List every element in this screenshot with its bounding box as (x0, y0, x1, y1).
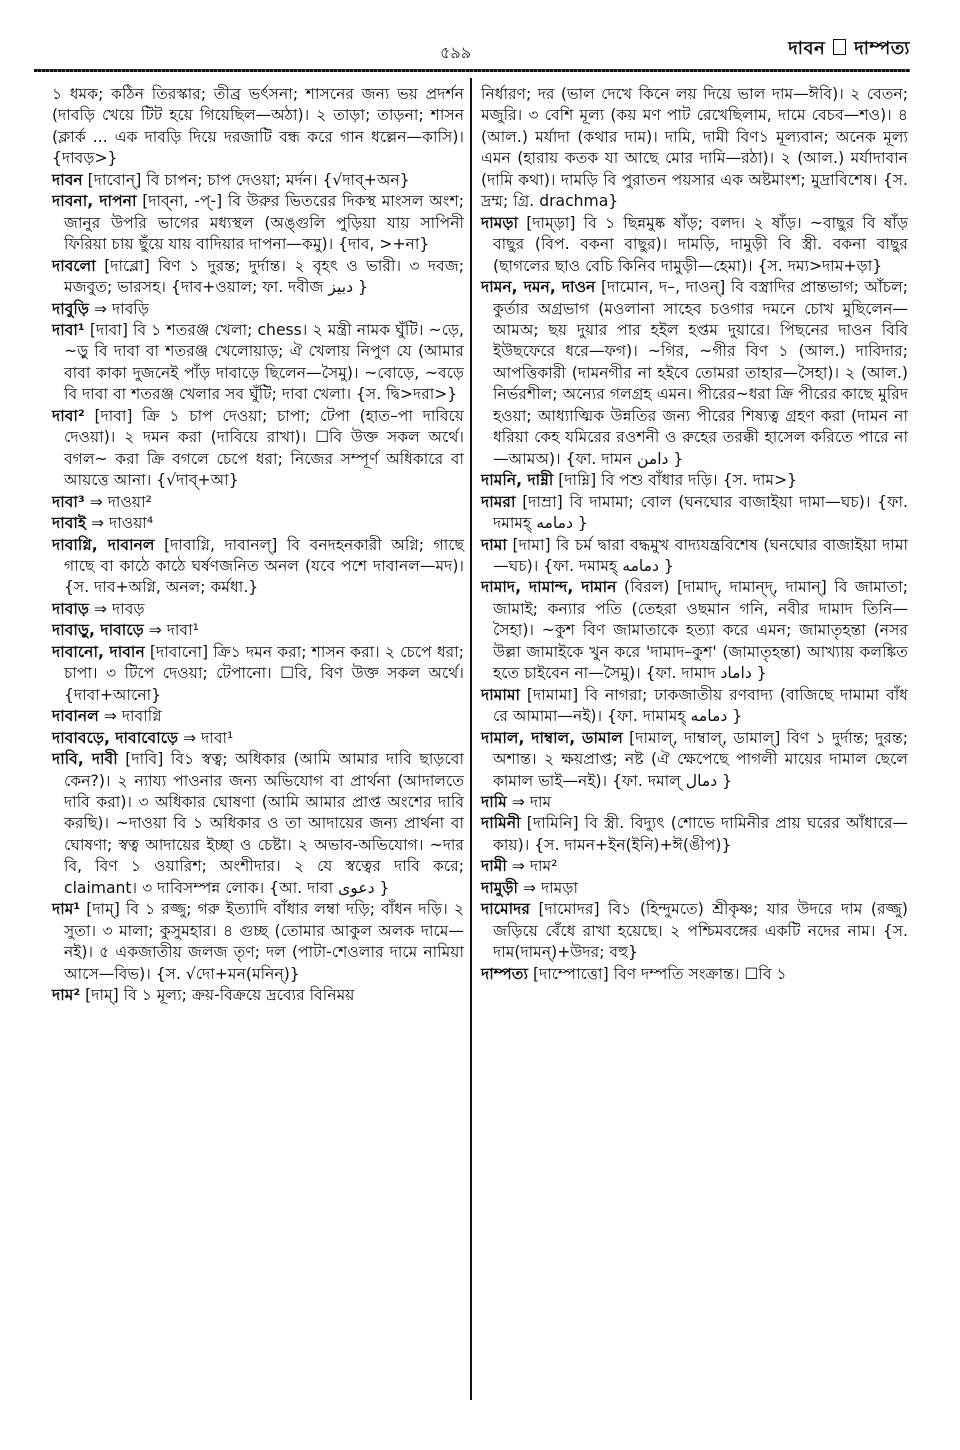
header-rule (34, 69, 910, 72)
entry-definition: ⇒ দামড়া (522, 878, 578, 897)
entry-headword: দাবাবড়ে, দাবাবোড়ে (52, 728, 179, 747)
entry-headword: দামোদর (481, 900, 530, 919)
entry-headword: দামা (481, 535, 507, 554)
dictionary-entry (481, 213, 908, 277)
entry-definition: ⇒ দাবা¹ (183, 728, 234, 747)
running-head (788, 34, 910, 65)
entry-definition: [দাবা] ক্রি ১ চাপ দেওয়া; চাপা; টেপা (হাত–পা দাবিয়ে দেওয়া)। ২ দমন করা (দাবিয়ে রাখা)। ☐বি উক্ত সকল অর্থে। বগল~ করা ক্রি বগলে চেপে ধরা; নিজের সম্পূর্ণ অধিকারে বা আয়ত্তে আনা। {√দাব্+আ} (64, 406, 464, 490)
entry-definition: [দাব্না, -প্-] বি উরুর ভিতরের দিকস্থ মাংসল অংশ; জানুর উপরি ভাগের মধ্যস্থল (অঙ্গুলি পুড়িয়া যায় সাপিনী ফিরিয়া চায় ছুঁয়ে যায় বাদিয়ার দাপনা—কমু)। {দাব, >+না} (64, 192, 464, 254)
entry-headword: দামাদ, দামান্দ, দামান (481, 578, 617, 597)
entry-definition: ⇒ দাবড়ি (93, 299, 149, 318)
entry-definition: [দামামা] বি নাগরা; ঢাকজাতীয় রণবাদ্য (বাজিছে দামামা বাঁধ রে আমামা—নই)। {ফা. দামামহ্ دمامه } (493, 685, 908, 726)
entry-headword: দাবাগ্নি, দাবানল (52, 535, 155, 554)
dictionary-entry (52, 406, 464, 492)
dictionary-entry (52, 535, 464, 599)
dictionary-entry (52, 620, 464, 641)
dictionary-entry (52, 84, 464, 170)
dictionary-entry (52, 191, 464, 255)
entry-headword: দাবানো, দাবান (52, 642, 145, 661)
entry-definition: ⇒ দাবাগ্নি (103, 707, 162, 726)
dictionary-entry (481, 84, 908, 213)
dictionary-entry (52, 599, 464, 620)
dictionary-entry (52, 642, 464, 706)
entry-definition: [দাম্ড়া] বি ১ ছিন্নমুষ্ক ষাঁড়; বলদ। ২ ষাঁড়। ~বাছুর বি ষাঁড় বাছুর (বিপ. বকনা বাছুর)। দামড়ি, দামুড়ী বি স্ত্রী. বকনা বাছুর (ছাগলের ছাও বেচি কিনিব দামুড়ী—হেমা)। {স. দম্য>দাম+ড়া} (493, 213, 908, 275)
dictionary-entry (52, 899, 464, 985)
dictionary-entry (481, 577, 908, 684)
dictionary-entry (481, 685, 908, 728)
entry-definition: ⇒ দাম² (511, 857, 558, 876)
dictionary-entry (52, 320, 464, 406)
dictionary-entry (481, 792, 908, 813)
entry-definition: ⇒ দাবড় (94, 599, 145, 618)
entry-definition: [দাবোন্] বি চাপন; চাপ দেওয়া; মর্দন। {√দাব্+অন} (87, 170, 410, 189)
dictionary-entry (481, 856, 908, 877)
dictionary-entry (481, 728, 908, 792)
dictionary-entry (52, 256, 464, 299)
entry-headword: দাবা² (52, 406, 85, 425)
entry-headword: দামুড়ী (481, 878, 518, 897)
entry-definition: (বিরল) [দামাদ্, দামান্দ্, দামান্] বি জামাতা; জামাই; কন্যার পতি (তেহরা ওছমান গনি, নবীর দামাদ তিনি—সৈহা)। ~কুশ বিণ জামাতাকে হত্যা করে এমন; জামাতৃহন্তা (নসর উল্লা জামাইকে খুন করে 'দামাদ–কুশ' (জামাতৃহন্তা) আখ্যায় কলঙ্কিত হতে চাইবেন না—সৈমু)। {ফা. দামাদ داماد } (493, 578, 908, 683)
entry-definition: ⇒ দাওয়া⁴ (91, 514, 154, 533)
entry-definition: ⇒ দাম (511, 792, 552, 811)
entry-definition: [দাম্রা] বি দামামা; বোল (ঘনঘোর বাজাইয়া দামা—ঘচ)। {ফা. দমামহ্ دمامه } (493, 492, 908, 533)
column-divider (470, 78, 472, 1400)
entry-definition: [দামোন, দ–, দাওন্] বি বস্ত্রাদির প্রান্তভাগ; আঁচল; কুর্তার অগ্রভাগ (মওলানা সাহেব চওগার দমনে চোখ মুছিলেন—আমঅ; ছয় দুয়ার পার হইল হপ্তম দুয়ারে। পিছনের দাওন বিবি ইউছফেরে ধরে—ফগ)। ~গির, ~গীর বিণ ১ (আল.) দাবিদার; আপত্তিকারী (দামনগীর না হইবে তোমরা তাহার—সৈহা)। ২ (আল.) নির্ভরশীল; অন্যের গলগ্রহ এমন। পীরের~ধরা ক্রি পীরের কাছে মুরিদ হওয়া; আধ্যাত্মিক উন্নতির জন্য পীরের শিষ্যত্ব গ্রহণ করা (দামন না ধরিয়া কেহ যমিরের রওশনী ও রুহের তরক্কী হাসেল করিতে পারে না—আমঅ)। {ফা. দামন دامن } (493, 278, 908, 468)
entry-definition: [দামোদর] বি১ (হিন্দুমতে) শ্রীকৃষ্ণ; যার উদরে দাম (রজ্জু) জড়িয়ে বেঁধে রাখা হয়েছে। ২ পশ্চিমবঙ্গের একটি নদের নাম। {স. দাম(দামন্)+উদর; বহু} (493, 900, 908, 962)
entry-headword: দামিনী (481, 814, 521, 833)
entry-headword: দামাল, দাম্বাল, ডামাল (481, 728, 623, 747)
entry-definition: [দাবা] বি ১ শতরঞ্জ খেলা; chess। ২ মন্ত্রী নামক ঘুঁটি। ~ড়ে, ~ড়ু বি দাবা বা শতরঞ্জ খেলোয়াড়; ঐ খেলায় নিপুণ যে (আমার বাবা কাকা দুজনেই পাঁড় দাবাড়ে ছিলেন—সৈমু)। ~বোড়ে, ~বড়ে বি দাবা বা শতরঞ্জ খেলার সব ঘুঁটি; দাবা খেলা। {স. দ্বি>দরা>} (64, 320, 464, 404)
entry-definition: ১ ধমক; কঠিন তিরস্কার; তীব্র ভর্ৎসনা; শাসনের জন্য ভয় প্রদর্শন (দাবড়ি খেয়ে টিট হয়ে গিয়েছিল—অঠা)। ২ তাড়া; তাড়না; শাসন (ক্লার্ক ... এক দাবড়ি দিয়ে দরজাটি বন্ধ করে গান ধল্লেন—কাসি)। {দাবড়>} (52, 85, 464, 168)
dictionary-entry (481, 878, 908, 899)
entry-definition: [দাম্] বি ১ মূল্য; ক্রয়-বিক্রয়ে দ্রব্যের বিনিময় (85, 986, 355, 1005)
entry-headword: দাবনা, দাপনা (52, 192, 137, 211)
page-header (48, 30, 910, 70)
dictionary-entry (52, 985, 464, 1006)
right-column (481, 84, 908, 985)
entry-headword: দাবি, দাবী (52, 750, 118, 769)
entry-definition: [দাবানো] ক্রি১ দমন করা; শাসন করা। ২ চেপে ধরা; চাপা। ৩ টিপে দেওয়া; টেপানো। ☐বি, বিণ উক্ত সকল অর্থে। {দাবা+আনো} (64, 642, 464, 704)
entry-definition: ⇒ দাওয়া² (89, 492, 152, 511)
entry-definition: [দাবাগ্নি, দাবানল্] বি বনদহনকারী অগ্নি; গাছে গাছে বা কাঠে কাঠে ঘর্ষণজনিত অনল (যবে পশে দাবানল—মদ)। {স. দাব+অগ্নি, অনল; কর্মধা.} (64, 535, 464, 597)
entry-definition: [দামিনি] বি স্ত্রী. বিদ্যুৎ (শোভে দামিনীর প্রায় ঘরের আঁধারে—কায়)। {স. দামন+ইন(ইনি)+ঈ(ঙীপ)} (493, 814, 908, 854)
dictionary-entry (481, 535, 908, 578)
entry-headword: দামন, দমন, দাওন (481, 278, 596, 297)
guide-word-last: দাম্পত্য (854, 38, 910, 59)
entry-headword: দাবন (52, 170, 83, 189)
entry-definition: [দামা] বি চর্ম দ্বারা বদ্ধমুখ বাদ্যযন্ত্রবিশেষ (ঘনঘোর বাজাইয়া দামা—ঘচ)। {ফা. দমামহ্ دمامه } (493, 535, 908, 575)
entry-headword: দাবা³ (52, 492, 85, 511)
dictionary-entry (52, 492, 464, 513)
entry-headword: দাবা¹ (52, 320, 85, 339)
entry-definition: [দাম্পোত্তো] বিণ দম্পতি সংক্রান্ত। ☐বি ১ (532, 964, 787, 983)
dictionary-entry (52, 170, 464, 191)
dictionary-entry (52, 299, 464, 320)
guide-word-first: দাবন (788, 38, 826, 59)
entry-headword: দাবানল (52, 707, 99, 726)
entry-definition: [দাব্লো] বিণ ১ দুরন্ত; দুর্দান্ত। ২ বৃহৎ ও ভারী। ৩ দবজ; মজবুত; ভারসহ। {দাব+ওয়াল; ফা. দবীজ دبیز } (64, 256, 464, 297)
dictionary-entry (52, 749, 464, 899)
entry-headword: দাম² (52, 986, 81, 1005)
dictionary-entry (481, 964, 908, 985)
entry-headword: দামি (481, 792, 507, 811)
entry-definition: [দাম্] বি ১ রজ্জু; গরু ইত্যাদি বাঁধার লম্বা দড়ি; বাঁধন দড়ি। ২ সুতা। ৩ মালা; কুসুমহার। ৪ গুচ্ছ (তোমার আকুল অলক দামে—নই)। ৫ একজাতীয় জলজ তৃণ; দল (পাটা-শেওলার দামে নামিয়া আসে—বিভ)। {স. √দো+মন(মনিন্)} (64, 900, 464, 983)
dictionary-entry (52, 728, 464, 749)
entry-headword: দামরা (481, 492, 516, 511)
entry-headword: দামনি, দাম্নী (481, 471, 554, 490)
entry-headword: দাবাড়ু, দাবাড়ে (52, 621, 144, 640)
entry-headword: দাম্পত্য (481, 964, 529, 983)
dictionary-entry (52, 513, 464, 534)
entry-headword: দাবাই (52, 514, 87, 533)
entry-headword: দামী (481, 857, 507, 876)
dictionary-entry (481, 813, 908, 856)
page-number: ৫৯৯ (440, 43, 472, 62)
dictionary-entry (481, 470, 908, 491)
dictionary-entry (52, 706, 464, 727)
entry-headword: দামড়া (481, 213, 519, 232)
entry-headword: দাবলো (52, 256, 96, 275)
entry-headword: দাবুড়ি (52, 299, 89, 318)
separator-box-icon (833, 39, 846, 55)
entry-definition: [দাম্নি] বি পশু বাঁধার দড়ি। {স. দাম>} (558, 471, 798, 490)
dictionary-entry (481, 899, 908, 963)
entry-definition: [দামাল্, দাম্বাল্, ডামাল্] বিণ ১ দুর্দান্ত; দুরন্ত; অশান্ত। ২ ক্ষয়প্রাপ্ত; নষ্ট (ঐ ক্ষেপেছে পাগলী মায়ের দামাল ছেলে কামাল ভাই—নই)। {ফা. দমাল্ دمال } (493, 728, 908, 790)
entry-definition: ⇒ দাবা¹ (148, 621, 199, 640)
dictionary-entry (481, 492, 908, 535)
dictionary-entry (481, 277, 908, 470)
entry-definition: নির্ধারণ; দর (ভাল দেখে কিনে লয় দিয়ে ভাল দাম—ঈবি)। ২ বেতন; মজুরি। ৩ বেশি মূল্য (কয় মণ পাট রেখেছিলাম, দামে বেচব—শও)। ৪ (আল.) মর্যাদা (কথার দাম)। দামি, দামী বিণ১ মূল্যবান; অনেক মূল্য এমন (হারায় কতক যা আছে মোর দামি—রঠা)। ২ (আল.) মর্যাদাবান (দামি কথা)। দামড়ি বি পুরাতন পয়সার এক অষ্টমাংশ; মুদ্রাবিশেষ। {স. দ্রম্ম; গ্রি. drachma} (481, 85, 908, 211)
entry-headword: দাবাড় (52, 599, 90, 618)
entry-definition: [দাবি] বি১ স্বত্ব; অধিকার (আমি আমার দাবি ছাড়বো কেন?)। ২ ন্যায্য পাওনার জন্য অভিযোগ বা প্রার্থনা (আদালতে দাবি করা)। ৩ অধিকার ঘোষণা (আমি আমার প্রাপ্ত অংশের দাবি করছি)। ~দাওয়া বি ১ অধিকার ও তা আদায়ের জন্য প্রার্থনা বা ঘোষণা; স্বত্ব আদায়ের ইচ্ছা ও চেষ্টা। ২ অভাব-অভিযোগ। ~দার বি, বিণ ১ ওয়ারিশ; অংশীদার। ২ যে স্বত্বের দাবি করে; claimant। ৩ দাবিসম্পন্ন লোক। {আ. দাবা دعوی } (64, 750, 465, 897)
entry-headword: দামামা (481, 685, 521, 704)
entry-headword: দাম¹ (52, 900, 81, 919)
left-column (52, 84, 464, 1006)
